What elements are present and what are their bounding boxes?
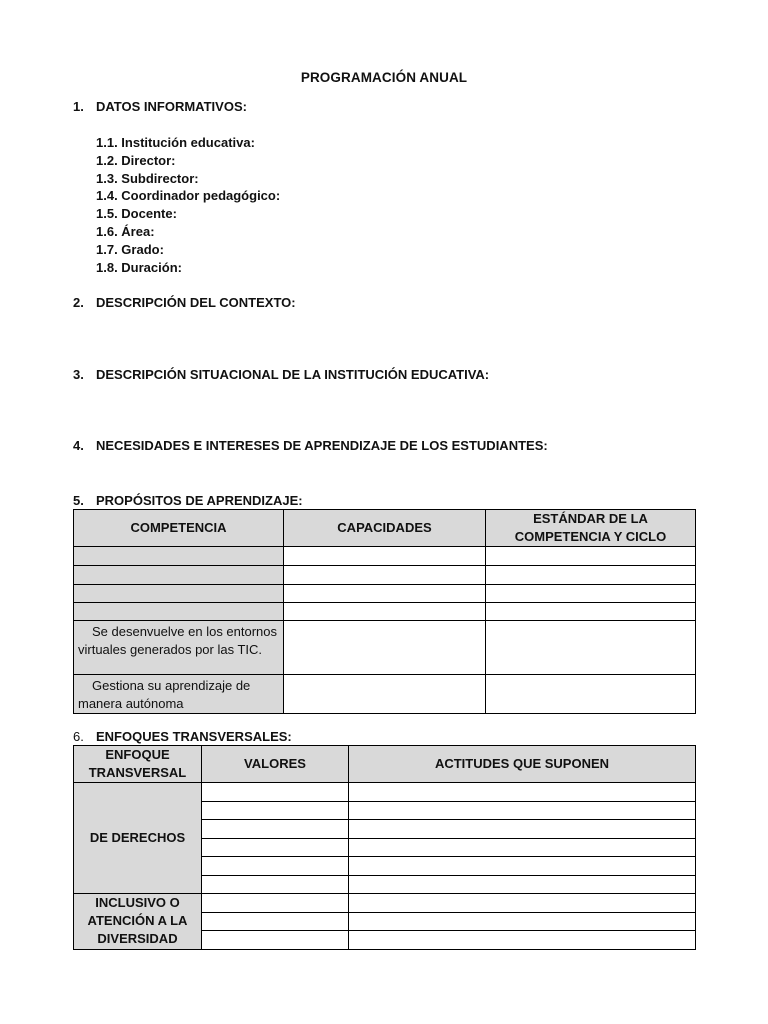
actitudes-cell[interactable]	[349, 912, 696, 931]
header-valores: VALORES	[202, 746, 349, 783]
header-competencia: COMPETENCIA	[74, 510, 284, 547]
estandar-cell[interactable]	[486, 585, 696, 603]
header-actitudes: ACTITUDES QUE SUPONEN	[349, 746, 696, 783]
valores-cell[interactable]	[202, 912, 349, 931]
datos-item-coordinador: 1.4. Coordinador pedagógico:	[96, 188, 281, 204]
datos-item-duracion: 1.8. Duración:	[96, 259, 182, 275]
table-row	[74, 603, 696, 621]
estandar-cell[interactable]	[486, 547, 696, 566]
table-row	[74, 894, 696, 913]
section-2-number: 2.	[73, 295, 84, 310]
section-4-heading	[73, 438, 548, 453]
section-1-number: 1.	[73, 99, 84, 114]
competencia-cell[interactable]	[74, 547, 284, 566]
table-row	[74, 566, 696, 585]
table-row	[74, 547, 696, 566]
table-row	[74, 783, 696, 802]
section-6-label: ENFOQUES TRANSVERSALES:	[96, 729, 292, 744]
table-row	[74, 675, 696, 714]
enfoques-table	[73, 745, 696, 950]
actitudes-cell[interactable]	[349, 857, 696, 876]
valores-cell[interactable]	[202, 783, 349, 802]
header-estandar: ESTÁNDAR DE LA COMPETENCIA Y CICLO	[486, 510, 696, 547]
section-3-heading	[73, 367, 489, 382]
actitudes-cell[interactable]	[349, 931, 696, 950]
actitudes-cell[interactable]	[349, 875, 696, 894]
competencia-cell[interactable]	[74, 603, 284, 621]
section-1-label: DATOS INFORMATIVOS:	[96, 99, 247, 114]
valores-cell[interactable]	[202, 894, 349, 913]
valores-cell[interactable]	[202, 875, 349, 894]
datos-item-subdirector: 1.3. Subdirector:	[96, 170, 199, 186]
capacidades-cell[interactable]	[284, 547, 486, 566]
estandar-cell[interactable]	[486, 621, 696, 675]
section-3-label: DESCRIPCIÓN SITUACIONAL DE LA INSTITUCIÓN EDUCATIVA:	[96, 367, 490, 382]
datos-item-director: 1.2. Director:	[96, 152, 176, 168]
capacidades-cell[interactable]	[284, 621, 486, 675]
propositos-table	[73, 509, 696, 714]
competencia-cell-tic: Se desenvuelve en los entornos virtuales generados por las TIC.	[74, 621, 284, 675]
table-row	[74, 621, 696, 675]
enfoque-de-derechos: DE DERECHOS	[74, 783, 202, 894]
header-capacidades: CAPACIDADES	[284, 510, 486, 547]
section-3-number: 3.	[73, 367, 84, 382]
enfoque-inclusivo: INCLUSIVO O ATENCIÓN A LA DIVERSIDAD	[74, 894, 202, 950]
section-2-label: DESCRIPCIÓN DEL CONTEXTO:	[96, 295, 296, 310]
section-4-number: 4.	[73, 438, 84, 453]
valores-cell[interactable]	[202, 838, 349, 857]
section-6-heading	[73, 729, 292, 744]
competencia-cell[interactable]	[74, 566, 284, 585]
valores-cell[interactable]	[202, 801, 349, 820]
valores-cell[interactable]	[202, 820, 349, 839]
valores-cell[interactable]	[202, 857, 349, 876]
section-2-heading	[73, 295, 296, 310]
datos-item-grado: 1.7. Grado:	[96, 241, 164, 257]
competencia-cell[interactable]	[74, 585, 284, 603]
section-6-number: 6.	[73, 729, 84, 744]
valores-cell[interactable]	[202, 931, 349, 950]
datos-item-docente: 1.5. Docente:	[96, 206, 177, 222]
capacidades-cell[interactable]	[284, 585, 486, 603]
actitudes-cell[interactable]	[349, 838, 696, 857]
capacidades-cell[interactable]	[284, 675, 486, 714]
datos-item-area: 1.6. Área:	[96, 223, 155, 239]
document-title: PROGRAMACIÓN ANUAL	[300, 70, 468, 85]
capacidades-cell[interactable]	[284, 566, 486, 585]
section-1-heading	[73, 99, 247, 114]
actitudes-cell[interactable]	[349, 783, 696, 802]
section-4-label: NECESIDADES E INTERESES DE APRENDIZAJE DE LOS ESTUDIANTES:	[96, 438, 548, 453]
section-5-number: 5.	[73, 493, 84, 508]
actitudes-cell[interactable]	[349, 801, 696, 820]
estandar-cell[interactable]	[486, 603, 696, 621]
datos-informativos-list	[96, 134, 280, 276]
competencia-cell-autonoma: Gestiona su aprendizaje de manera autónoma	[74, 675, 284, 714]
header-enfoque: ENFOQUE TRANSVERSAL	[74, 746, 202, 783]
actitudes-cell[interactable]	[349, 820, 696, 839]
section-5-label: PROPÓSITOS DE APRENDIZAJE:	[96, 493, 303, 508]
estandar-cell[interactable]	[486, 566, 696, 585]
estandar-cell[interactable]	[486, 675, 696, 714]
table-row	[74, 585, 696, 603]
actitudes-cell[interactable]	[349, 894, 696, 913]
capacidades-cell[interactable]	[284, 603, 486, 621]
section-5-heading	[73, 493, 303, 508]
datos-item-institucion: 1.1. Institución educativa:	[96, 135, 255, 150]
